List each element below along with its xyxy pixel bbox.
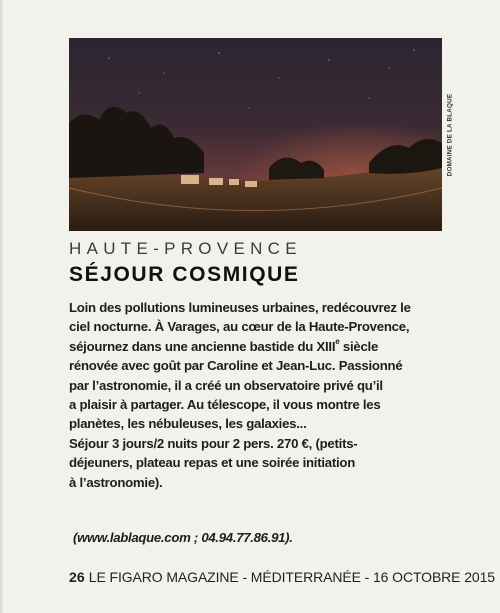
body-line-3-text: séjournez dans une ancienne bastide du XIII [69, 338, 336, 354]
offer-line-2: déjeuners, plateau repas et une soirée initiation [69, 455, 356, 471]
body-line-2: ciel nocturne. À Varages, au cœur de la Haute-Provence, [69, 319, 410, 335]
offer-line-3: à l’astronomie). [69, 474, 163, 490]
body-line-4: rénovée avec goût par Caroline et Jean-Luc. Passionné [69, 358, 403, 374]
photo-credit-text: DOMAINE DE LA BLAQUE [446, 93, 454, 176]
body-line-1: Loin des pollutions lumineuses urbaines, redécouvrez le [69, 300, 411, 315]
night-sky-photo [69, 38, 442, 231]
century-superscript: e [335, 337, 340, 347]
article-body [69, 298, 469, 492]
contact-info: (www.lablaque.com ; 04.94.77.86.91). [73, 530, 293, 545]
page-number: 26 [69, 569, 85, 585]
article-kicker: HAUTE-PROVENCE [69, 239, 302, 258]
body-line-5: par l’astronomie, il a créé un observatoire privé qu’il [69, 377, 383, 393]
offer-line-1: Séjour 3 jours/2 nuits pour 2 pers. 270 €, (petits- [69, 435, 358, 451]
publication-info: LE FIGARO MAGAZINE - MÉDITERRANÉE - 16 OCTOBRE 2015 [88, 569, 495, 585]
article-title: SÉJOUR COSMIQUE [69, 263, 300, 286]
body-line-3 [69, 337, 469, 356]
page-footer [69, 569, 495, 585]
body-line-3-end: siècle [339, 338, 379, 354]
body-line-6: a plaisir à partager. Au télescope, il vous montre les [69, 397, 381, 413]
body-line-7: planètes, les nébuleuses, les galaxies... [69, 416, 307, 432]
photo-credit [444, 38, 456, 231]
page-edge [0, 0, 4, 613]
